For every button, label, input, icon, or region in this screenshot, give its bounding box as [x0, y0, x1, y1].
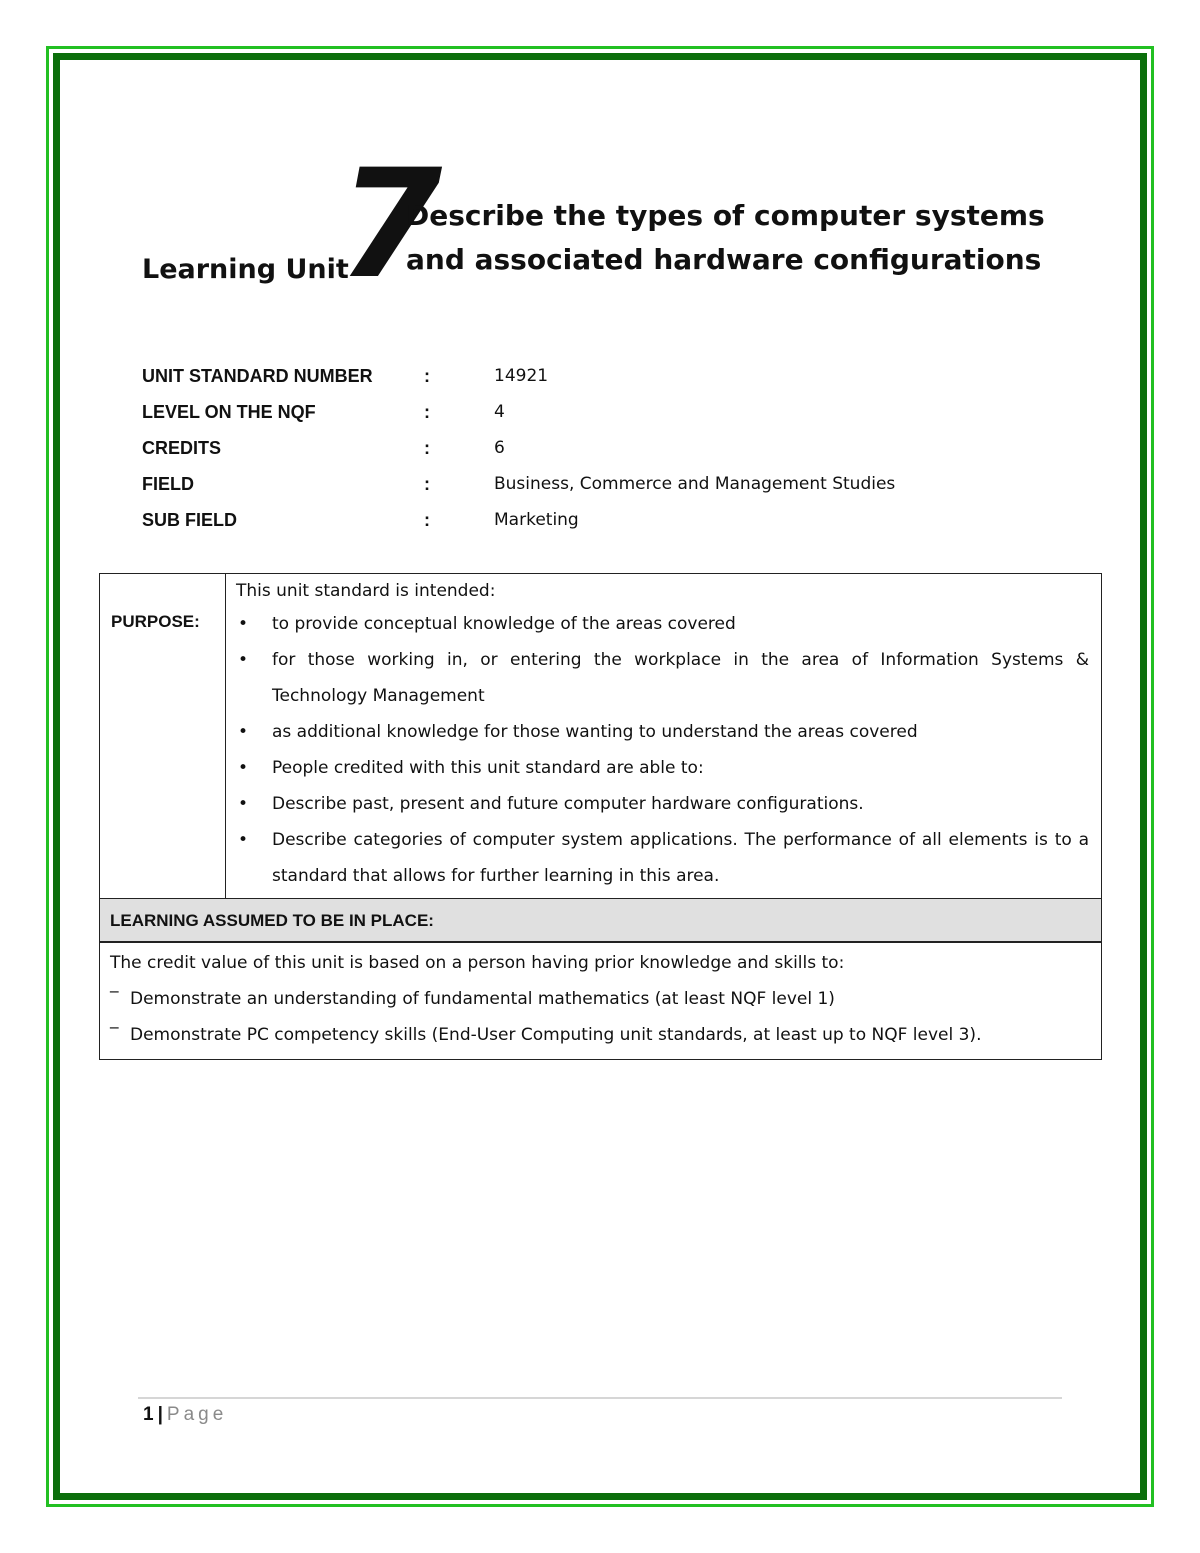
purpose-item-text: for those working in, or entering the workplace in the area of Information Systems & Technology Management — [272, 650, 1089, 706]
unit-metadata — [142, 358, 895, 538]
purpose-row — [100, 574, 1101, 899]
meta-colon: : — [424, 473, 430, 494]
purpose-label: PURPOSE: — [100, 574, 226, 898]
learning-unit-title: Describe the types of computer systems and associated hardware configurations — [406, 199, 1045, 276]
purpose-item-text: People credited with this unit standard are able to: — [272, 758, 704, 778]
page-footer — [143, 1404, 227, 1426]
page-label: Page — [166, 1404, 228, 1425]
meta-value: 6 — [494, 438, 505, 458]
meta-key: SUB FIELD — [142, 509, 238, 530]
purpose-intro: This unit standard is intended: — [236, 581, 496, 601]
learning-unit-label: Learning Unit — [142, 254, 349, 285]
bullet-icon: • — [238, 722, 249, 742]
meta-row-unit-standard — [142, 358, 895, 394]
page-number: 1 — [143, 1404, 154, 1425]
purpose-body — [226, 574, 1101, 898]
assumed-item-text: Demonstrate an understanding of fundamental mathematics (at least NQF level 1) — [130, 989, 835, 1009]
meta-value: Business, Commerce and Management Studies — [494, 474, 896, 494]
dash-icon: ‾ — [110, 1025, 119, 1045]
meta-row-field — [142, 466, 895, 502]
bullet-icon: • — [238, 614, 249, 634]
meta-colon: : — [424, 401, 430, 422]
meta-key: CREDITS — [142, 437, 222, 458]
purpose-table — [99, 573, 1102, 1060]
meta-value: 14921 — [494, 366, 549, 386]
meta-colon: : — [424, 509, 430, 530]
purpose-item-text: as additional knowledge for those wanting to understand the areas covered — [272, 722, 918, 742]
purpose-item — [236, 750, 1089, 786]
meta-row-level — [142, 394, 895, 430]
purpose-item — [236, 822, 1089, 894]
bullet-icon: • — [238, 758, 249, 778]
purpose-list — [236, 606, 1089, 894]
meta-row-sub-field — [142, 502, 895, 538]
meta-row-credits — [142, 430, 895, 466]
purpose-item-text: to provide conceptual knowledge of the areas covered — [272, 614, 736, 634]
meta-key: UNIT STANDARD NUMBER — [142, 365, 373, 386]
assumed-item-text: Demonstrate PC competency skills (End-User Computing unit standards, at least up to NQF level 3). — [130, 1025, 982, 1045]
assumed-learning-body — [100, 943, 1101, 1059]
dash-icon: ‾ — [110, 989, 119, 1009]
meta-key: FIELD — [142, 473, 194, 494]
bullet-icon: • — [238, 650, 249, 670]
bullet-icon: • — [238, 794, 249, 814]
assumed-item — [110, 1017, 1091, 1053]
meta-value: 4 — [494, 402, 505, 422]
purpose-item-text: Describe past, present and future computer hardware configurations. — [272, 794, 864, 814]
purpose-item-text: Describe categories of computer system applications. The performance of all elements is to a standard that allows for further learning in this area. — [272, 830, 1089, 886]
footer-separator: | — [157, 1404, 163, 1425]
meta-colon: : — [424, 437, 430, 458]
assumed-learning-heading: LEARNING ASSUMED TO BE IN PLACE: — [100, 899, 1101, 943]
purpose-item — [236, 642, 1089, 714]
meta-colon: : — [424, 365, 430, 386]
assumed-item — [110, 981, 1091, 1017]
footer-rule — [138, 1397, 1062, 1399]
learning-unit-number: 7 — [338, 138, 443, 312]
meta-value: Marketing — [494, 510, 579, 530]
purpose-item — [236, 714, 1089, 750]
assumed-intro: The credit value of this unit is based on a person having prior knowledge and skills to: — [110, 953, 845, 973]
purpose-item — [236, 606, 1089, 642]
meta-key: LEVEL ON THE NQF — [142, 401, 316, 422]
bullet-icon: • — [238, 830, 249, 850]
purpose-item — [236, 786, 1089, 822]
